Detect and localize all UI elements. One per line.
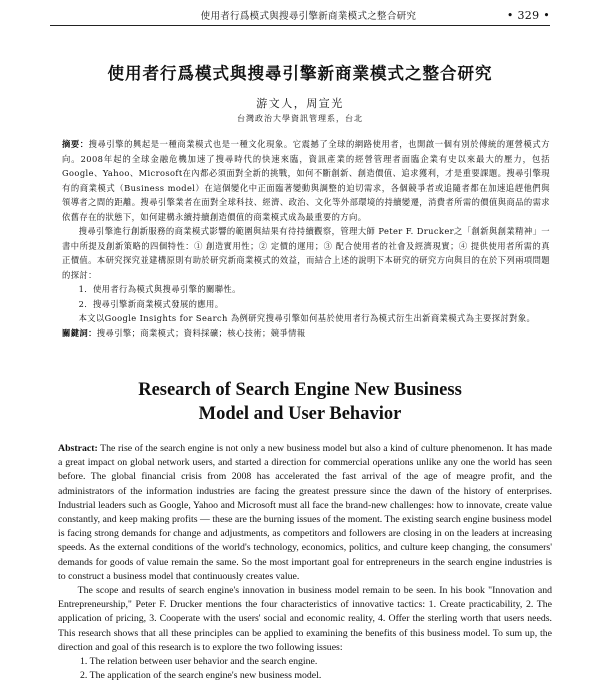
page-number: • 329 • — [506, 8, 550, 22]
english-research-questions — [58, 655, 552, 683]
chinese-abstract-text-1: 搜尋引擎的興起是一種商業模式也是一種文化現象。它震撼了全球的網路使用者，也開啟一個有別於傳統的運營模式方向。2008年起的全球金融危機加速了搜尋時代的快速來臨，資訊產業的經營管理者面臨企業有史以來最大的壓力，包括Google、Yahoo、Microsoft在內都必須面對全新的挑戰，如何不斷創新、創造價值、追求獲利，才是重要課題。搜尋引擎現有的商業模式（Business model）在這個變化中正面臨著變動與調整的迫切需求，各個競爭者或追隨者都在加速追趕他們與領導者之間的距離。搜尋引擎業者在面對全球科技、經濟、政治、文化等外部環境的持續變遷，消費者所需的價值與商品的需求依舊存在的狀態下，如何建構永續持續創造價值的商業模式成為最重要的方向。 — [62, 139, 551, 222]
list-item: 1．使用者行為模式與搜尋引擎的關聯性。 — [78, 284, 241, 294]
english-abstract-p1 — [58, 442, 552, 584]
english-title — [40, 378, 560, 426]
running-title: 使用者行爲模式與搜尋引擎新商業模式之整合研究 — [200, 11, 417, 22]
chinese-abstract-p3: 本文以Google Insights for Search 為例研究搜尋引擎如何基於使用者行為模式衍生出新商業模式為主要探討對象。 — [78, 313, 536, 323]
chinese-authors: 游文人，周宣光 — [256, 97, 344, 110]
chinese-keywords-label: 關鍵詞： — [62, 327, 97, 338]
header-rule — [50, 25, 550, 26]
chinese-keywords-text: 搜尋引擎；商業模式；資料採礦；核心技術；競爭情報 — [96, 327, 306, 338]
chinese-title: 使用者行爲模式與搜尋引擎新商業模式之整合研究 — [107, 64, 493, 83]
english-abstract-p2: The scope and results of search engine's innovation in business model remain to be seen. In his book "Innovation and Entrepreneurship," Peter F. Drucker mentions the four characteristics of innovative tactics: 1. Create practicability, 2. The application of pricing, 3. Cooperate with the users' social and economic reality, 4. Offer the sterling worth that users needs. This research shows that all these principles can be applied to examining the benefits of this business model. To sum up, the direction and goal of this research is to explore the two following issues: — [58, 585, 552, 653]
list-item: 1. The relation between user behavior and the search engine. — [80, 656, 318, 668]
english-abstract-text-1: The rise of the search engine is not only a new business model but also a kind of culture phenomenon. It has made a great impact on global network users, and started a direction for commercial operations unlike any one the world has seen before. The global financial crisis from 2008 has accelerated the fast arrival of the age of meagre profit, and the administrators of the information industries are facing the greatest pressure since the dawn of the history of enterprises. Industrial leaders such as Google, Yahoo and Microsoft must all face the brand-new challenges: how to innovate, create value constantly, and keep making profits — these are the burning issues of the moment. The existing search engine business model is facing strong demands for change and adjustments, as competitors and followers are closing in on the leaders at increasing speeds. As the external conditions of the world's technology, economics, politics, and culture keep changing, the consumers' demands for goods of value remain the same. So the most important goal for entrepreneurs in the search engine industries is to construct a business model that continuously creates value. — [58, 443, 552, 582]
english-abstract-label: Abstract: — [58, 443, 98, 454]
chinese-research-questions — [62, 282, 550, 311]
english-abstract — [58, 442, 552, 683]
chinese-abstract-p1 — [62, 137, 550, 224]
english-title-line-1: Research of Search Engine New Business — [138, 380, 462, 400]
chinese-keywords — [62, 326, 550, 341]
list-item: 2．搜尋引擎新商業模式發展的應用。 — [78, 298, 224, 309]
chinese-abstract-p2: 搜尋引擎進行創新服務的商業模式影響的範圍與結果有待持續觀察，管理大師 Peter F. Drucker之「創新與創業精神」一書中所提及創新策略的四個特性：① 創造實用性；② 定價的運用；③ 配合使用者的社會及經濟現實；④ 提供使用者所需的真正價值。本研究探究並建構原則有助於研究新商業模式的效益，而結合上述的說明下本研究的研究方向與目的在於下列兩項問題的探討： — [62, 226, 550, 280]
chinese-affiliation: 台灣政治大學資訊管理系，台北 — [237, 114, 363, 123]
running-header — [50, 6, 550, 24]
list-item: 2. The application of the search engine's new business model. — [80, 670, 322, 682]
chinese-abstract-label: 摘要： — [62, 139, 89, 149]
chinese-abstract — [62, 137, 550, 340]
english-title-line-2: Model and User Behavior — [198, 404, 402, 424]
